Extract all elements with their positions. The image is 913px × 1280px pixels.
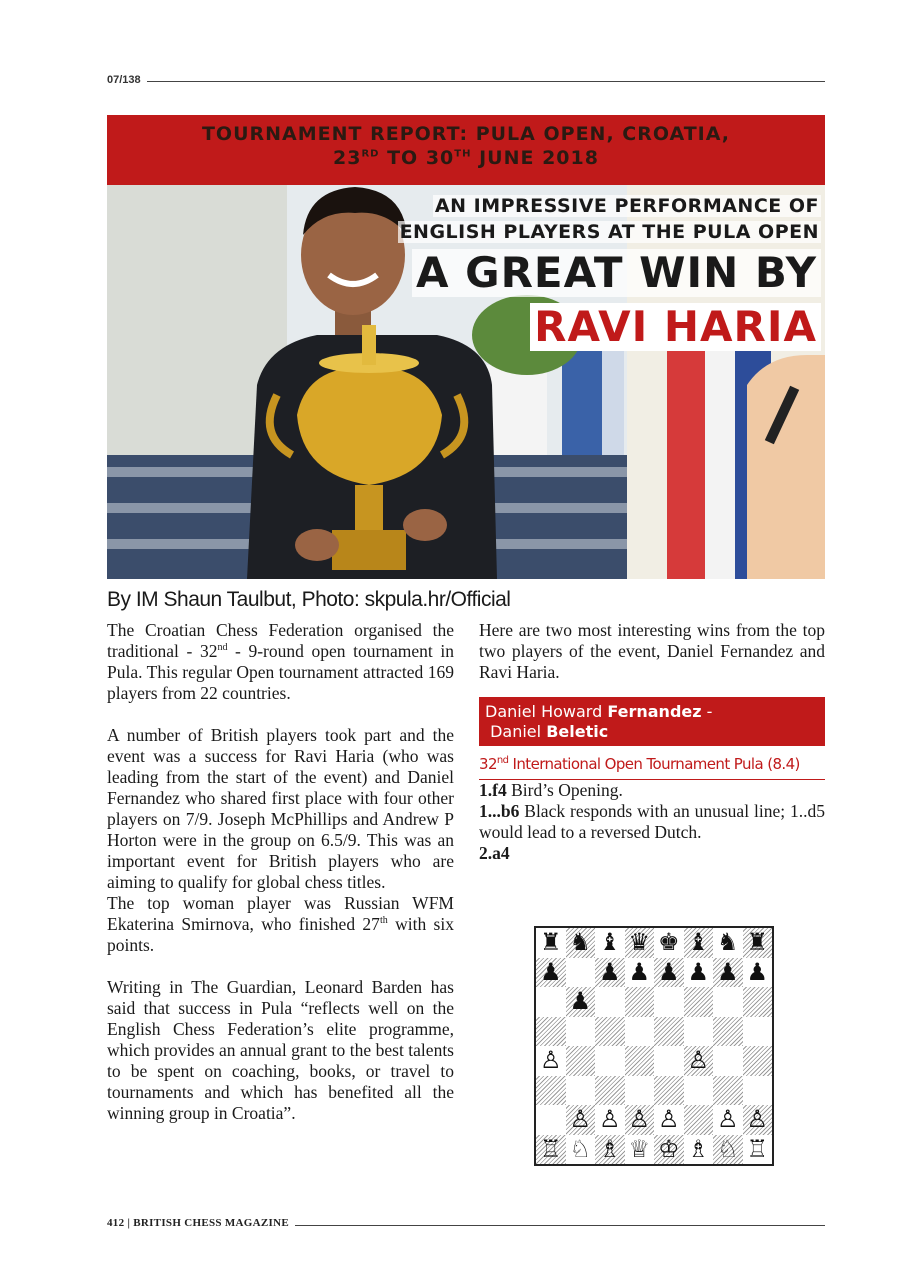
- board-square-f2: [684, 1105, 714, 1135]
- chess-piece-d8: ♛: [628, 928, 650, 956]
- board-square-d4: [625, 1046, 655, 1076]
- title-banner: [107, 115, 825, 185]
- move-annotation: 1...b6 Black responds with an unusual line; 1..d5 would lead to a reversed Dutch.: [479, 801, 825, 842]
- chess-piece-d2: ♙: [628, 1105, 650, 1133]
- page-header: [107, 74, 825, 90]
- board-square-b3: [566, 1076, 596, 1106]
- board-square-c6: [595, 987, 625, 1017]
- chess-piece-e7: ♟: [657, 957, 680, 986]
- board-square-e5: [654, 1017, 684, 1047]
- left-column: [107, 620, 454, 1124]
- event-name: 32nd International Open Tournament Pula (8.4): [479, 746, 825, 780]
- page-reference: 07/138: [107, 74, 147, 86]
- board-square-g5: [713, 1017, 743, 1047]
- chess-piece-h1: ♖: [746, 1134, 768, 1163]
- chess-piece-f8: ♝: [687, 928, 709, 956]
- board-square-f5: [684, 1017, 714, 1047]
- chess-piece-h7: ♟: [746, 957, 768, 986]
- move-annotation: 2.a4: [479, 843, 510, 863]
- chess-piece-g2: ♙: [716, 1105, 739, 1133]
- chess-piece-c1: ♗: [598, 1134, 621, 1163]
- header-rule: [107, 81, 825, 82]
- chess-piece-e1: ♔: [657, 1134, 680, 1163]
- chess-piece-h8: ♜: [746, 928, 768, 956]
- board-square-h4: [743, 1046, 773, 1076]
- chess-piece-g7: ♟: [716, 957, 739, 986]
- board-square-e6: [654, 987, 684, 1017]
- board-square-f6: [684, 987, 714, 1017]
- black-player: Daniel Beletic: [490, 722, 609, 741]
- board-square-a5: [536, 1017, 566, 1047]
- chess-piece-f4: ♙: [687, 1046, 709, 1074]
- chess-piece-h2: ♙: [746, 1105, 768, 1133]
- right-column: [479, 620, 825, 864]
- subheadline-line-1: AN IMPRESSIVE PERFORMANCE OF: [434, 195, 819, 217]
- page-footer: [107, 1217, 825, 1233]
- white-player: Daniel Howard Fernandez -: [485, 702, 713, 721]
- trophy-photo-illustration: [107, 185, 825, 579]
- byline: By IM Shaun Taulbut, Photo: skpula.hr/Official: [107, 588, 511, 611]
- headline-line-2: RAVI HARIA: [530, 303, 821, 351]
- game-players-box: [479, 697, 825, 746]
- board-square-e4: [654, 1046, 684, 1076]
- board-square-d5: [625, 1017, 655, 1047]
- paragraph: A number of British players took part and the event was a success for Ravi Haria (who was leading from the start of the event) and Daniel Fernandez who shared first place with four other players on 7/9. Joseph McPhillips and Andrew P Horton were in the group on 6.5/9. This was an important event for British players who are aiming to qualify for global chess titles.: [107, 725, 454, 892]
- chess-piece-g8: ♞: [716, 928, 739, 956]
- chess-piece-c7: ♟: [598, 957, 621, 986]
- paragraph: Writing in The Guardian, Leonard Barden has said that success in Pula “reflects well on the English Chess Federation’s elite programme, which provides an annual grant to the best talents to be spent on coaching, books, or travel to tournaments and which has benefited all the winning group in Croatia”.: [107, 977, 454, 1123]
- headline-line-1: A GREAT WIN BY: [412, 249, 821, 297]
- chess-piece-a4: ♙: [539, 1046, 562, 1074]
- board-square-h6: [743, 987, 773, 1017]
- board-square-b5: [566, 1017, 596, 1047]
- board-square-a2: [536, 1105, 566, 1135]
- games-intro: Here are two most interesting wins from the top two players of the event, Daniel Fernandez and Ravi Haria.: [479, 620, 825, 682]
- chess-piece-b2: ♙: [569, 1105, 591, 1133]
- board-square-g6: [713, 987, 743, 1017]
- chess-piece-a8: ♜: [539, 928, 562, 956]
- chess-piece-e8: ♚: [657, 928, 680, 956]
- board-square-f3: [684, 1076, 714, 1106]
- board-square-d6: [625, 987, 655, 1017]
- chess-piece-g1: ♘: [716, 1134, 739, 1163]
- paragraph: The Croatian Chess Federation organised the traditional - 32nd - 9-round open tournament in Pula. This regular Open tournament attracted 169 players from 22 countries.: [107, 620, 454, 703]
- hero-photo: [107, 185, 825, 579]
- title-line-1: TOURNAMENT REPORT: PULA OPEN, CROATIA,: [201, 123, 731, 145]
- board-square-b7: [566, 958, 596, 988]
- chess-piece-d7: ♟: [628, 957, 650, 986]
- board-square-a3: [536, 1076, 566, 1106]
- board-square-g3: [713, 1076, 743, 1106]
- chess-piece-d1: ♕: [628, 1134, 650, 1163]
- chess-piece-a7: ♟: [539, 957, 562, 986]
- footer-text: 412 | BRITISH CHESS MAGAZINE: [107, 1217, 295, 1229]
- paragraph: The top woman player was Russian WFM Ekaterina Smirnova, who finished 27th with six points.: [107, 893, 454, 955]
- chess-piece-c2: ♙: [598, 1105, 621, 1133]
- title-line-2: 23RD TO 30TH JUNE 2018: [333, 147, 599, 169]
- board-square-c5: [595, 1017, 625, 1047]
- board-square-h3: [743, 1076, 773, 1106]
- board-square-c4: [595, 1046, 625, 1076]
- board-square-d3: [625, 1076, 655, 1106]
- board-square-h5: [743, 1017, 773, 1047]
- chess-piece-b8: ♞: [569, 928, 591, 956]
- move-annotation: 1.f4 Bird’s Opening.: [479, 780, 623, 800]
- board-square-a6: [536, 987, 566, 1017]
- chess-board-diagram: [534, 926, 774, 1166]
- board-square-e3: [654, 1076, 684, 1106]
- chess-piece-f1: ♗: [687, 1134, 709, 1163]
- board-square-c3: [595, 1076, 625, 1106]
- board-square-b4: [566, 1046, 596, 1076]
- chess-piece-a1: ♖: [539, 1134, 562, 1163]
- board-square-g4: [713, 1046, 743, 1076]
- chess-piece-b1: ♘: [569, 1134, 591, 1163]
- subheadline-line-2: ENGLISH PLAYERS AT THE PULA OPEN: [399, 221, 819, 243]
- chess-piece-b6: ♟: [569, 987, 591, 1015]
- chess-piece-e2: ♙: [657, 1105, 680, 1133]
- chess-piece-f7: ♟: [687, 957, 709, 986]
- chess-piece-c8: ♝: [598, 928, 621, 956]
